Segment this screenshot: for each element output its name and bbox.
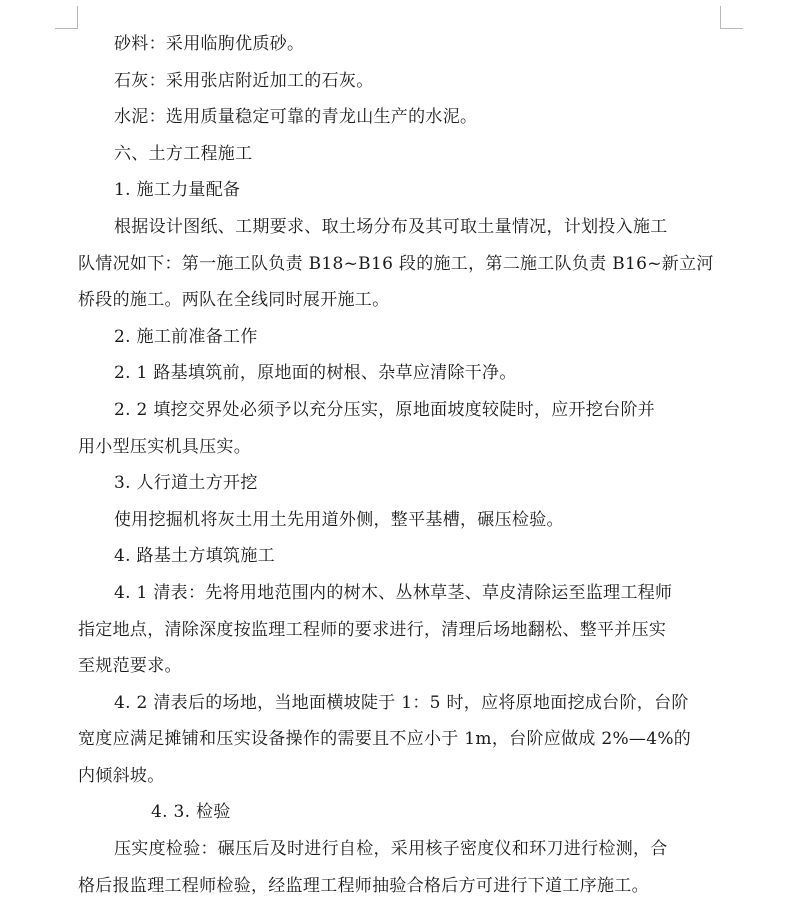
paragraph-2-2-line-1: 2. 2 填挖交界处必须予以充分压实，原地面坡度较陡时，应开挖台阶并 xyxy=(114,399,656,420)
heading-3: 3. 人行道土方开挖 xyxy=(114,473,258,494)
crop-mark-top-right xyxy=(720,6,743,29)
heading-2: 2. 施工前准备工作 xyxy=(114,326,258,347)
paragraph-cement: 水泥：选用质量稳定可靠的青龙山生产的水泥。 xyxy=(114,107,478,128)
paragraph-4-2-line-1: 4. 2 清表后的场地，当地面横坡陡于 1：5 时，应将原地面挖成台阶，台阶 xyxy=(114,692,689,713)
paragraph-4-2-line-2: 宽度应满足摊铺和压实设备操作的需要且不应小于 1m，台阶应做成 2%—4%的 xyxy=(78,729,692,750)
section-heading: 六、土方工程施工 xyxy=(114,143,253,164)
paragraph-2-2-line-2: 用小型压实机具压实。 xyxy=(78,436,251,457)
paragraph-1-line-2: 队情况如下：第一施工队负责 B18~B16 段的施工，第二施工队负责 B16~新立河 xyxy=(78,253,714,274)
paragraph-sand: 砂料：采用临朐优质砂。 xyxy=(114,34,305,54)
heading-4-3: 4. 3. 检验 xyxy=(151,802,231,823)
paragraph-4-1-line-2: 指定地点，清除深度按监理工程师的要求进行，清理后场地翻松、整平并压实 xyxy=(78,619,667,640)
heading-4: 4. 路基土方填筑施工 xyxy=(114,546,275,567)
paragraph-5-line-2: 格后报监理工程师检验，经监理工程师抽验合格后方可进行下道工序施工。 xyxy=(78,875,649,896)
heading-1: 1. 施工力量配备 xyxy=(114,180,241,201)
paragraph-lime: 石灰：采用张店附近加工的石灰。 xyxy=(114,70,374,91)
paragraph-3: 使用挖掘机将灰土用土先用道外侧，整平基槽，碾压检验。 xyxy=(114,509,564,530)
document-body[interactable] xyxy=(78,26,723,904)
paragraph-1-line-1: 根据设计图纸、工期要求、取土场分布及其可取土量情况，计划投入施工 xyxy=(114,216,668,237)
paragraph-2-1: 2. 1 路基填筑前，原地面的树根、杂草应清除干净。 xyxy=(114,363,517,384)
paragraph-4-2-line-3: 内倾斜坡。 xyxy=(78,765,165,786)
crop-mark-top-left xyxy=(55,6,78,29)
paragraph-5-line-1: 压实度检验：碾压后及时进行自检，采用核子密度仪和环刀进行检测，合 xyxy=(114,839,668,860)
paragraph-4-1-line-1: 4. 1 清表：先将用地范围内的树木、丛林草茎、草皮清除运至监理工程师 xyxy=(114,582,673,603)
paragraph-4-1-line-3: 至规范要求。 xyxy=(78,656,182,677)
paragraph-1-line-3: 桥段的施工。两队在全线同时展开施工。 xyxy=(78,290,390,311)
